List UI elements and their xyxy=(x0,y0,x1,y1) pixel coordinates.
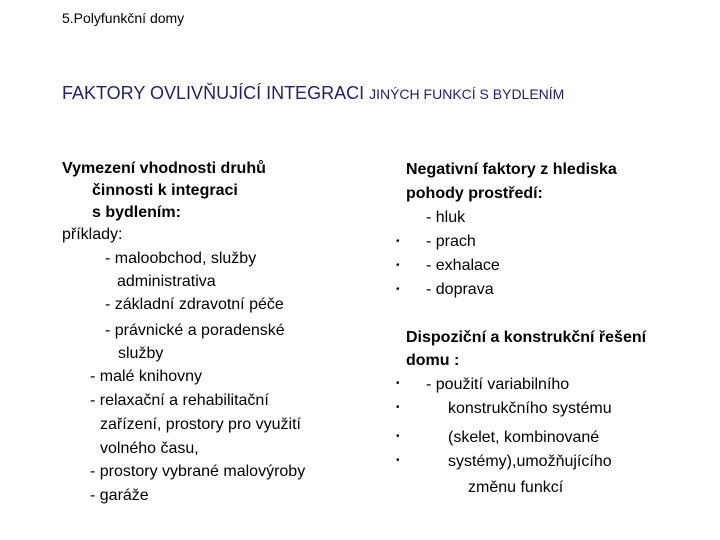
list-item: - malé knihovny xyxy=(90,368,203,385)
list-item: administrativa xyxy=(117,273,216,290)
list-item: zařízení, prostory pro využití xyxy=(100,416,301,433)
disposition-item: systémy),umožňujícího xyxy=(448,453,612,470)
section-header: 5.Polyfunkční domy xyxy=(62,10,185,26)
bullet-icon: • xyxy=(396,431,400,442)
bullet-icon: • xyxy=(396,284,400,295)
list-item: - základní zdravotní péče xyxy=(105,296,284,313)
disposition-item: konstrukčního systému xyxy=(448,400,612,417)
examples-label: příklady: xyxy=(62,226,123,243)
bullet-icon: • xyxy=(396,455,400,466)
bullet-icon: • xyxy=(396,236,400,247)
list-item: - relaxační a rehabilitační xyxy=(90,392,269,409)
list-item: - právnické a poradenské xyxy=(105,322,285,339)
list-item: - maloobchod, služby xyxy=(105,250,257,267)
negative-item: - doprava xyxy=(426,281,494,298)
disposition-item: - použití variabilního xyxy=(426,376,570,393)
negative-item: - hluk xyxy=(426,209,466,226)
page-title xyxy=(62,83,564,104)
negative-heading-line-2: pohody prostředí: xyxy=(406,185,543,202)
bullet-icon: • xyxy=(396,402,400,413)
title-main: FAKTORY OVLIVŇUJÍCÍ INTEGRACI xyxy=(62,83,365,103)
negative-heading-line-1: Negativní faktory z hlediska xyxy=(406,161,617,178)
left-heading-line-1: Vymezení vhodnosti druhů xyxy=(62,160,266,177)
bullet-icon: • xyxy=(396,260,400,271)
list-item: volného času, xyxy=(100,440,199,457)
left-heading-line-2: činnosti k integraci xyxy=(92,182,238,199)
list-item: - prostory vybrané malovýroby xyxy=(90,463,306,480)
bullet-icon: • xyxy=(396,378,400,389)
left-heading-line-3: s bydlením: xyxy=(92,204,181,221)
list-item: - garáže xyxy=(90,487,149,504)
negative-item: - prach xyxy=(426,233,476,250)
disposition-heading-line-2: domu : xyxy=(406,352,460,369)
disposition-item: změnu funkcí xyxy=(468,479,564,496)
list-item: služby xyxy=(118,345,164,362)
negative-item: - exhalace xyxy=(426,257,500,274)
disposition-item: (skelet, kombinované xyxy=(448,429,600,446)
disposition-heading-line-1: Dispoziční a konstrukční řešení xyxy=(406,329,647,346)
title-sub: JINÝCH FUNKCÍ S BYDLENÍM xyxy=(369,86,565,102)
